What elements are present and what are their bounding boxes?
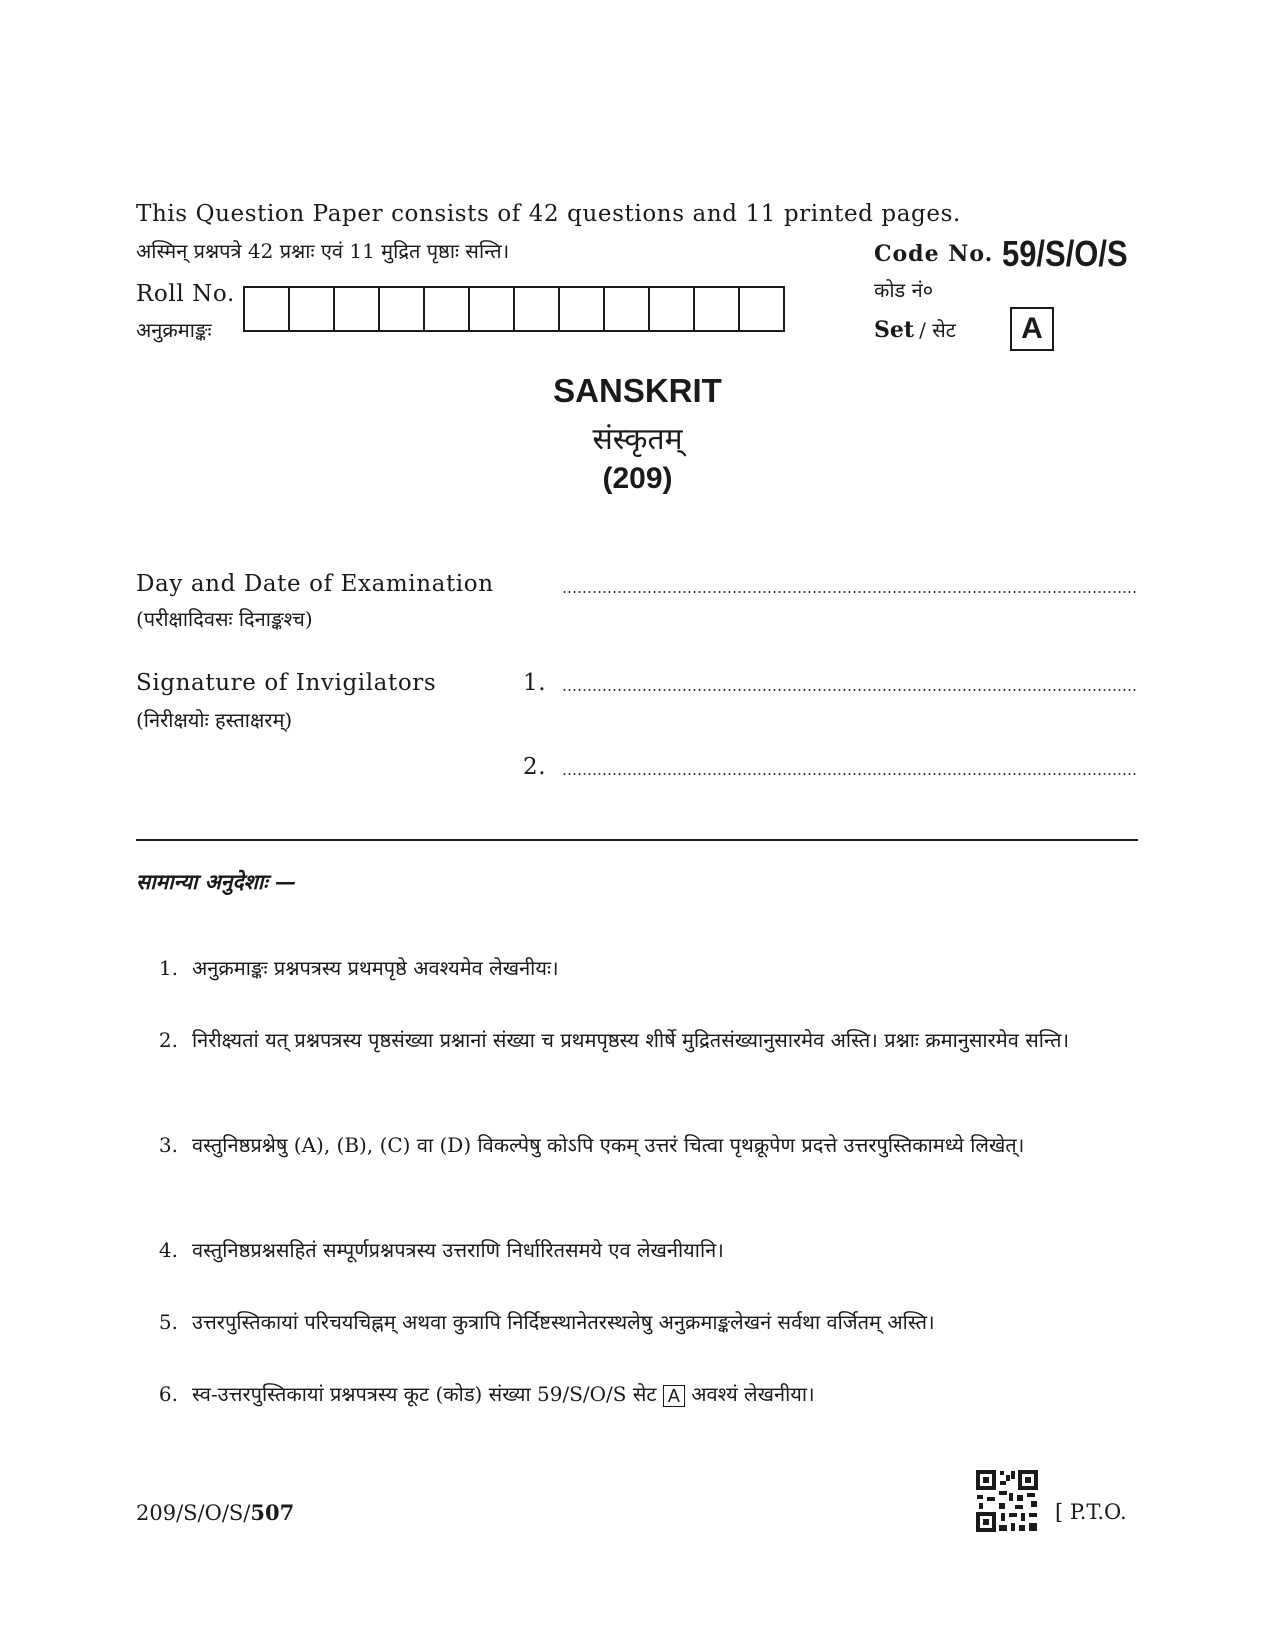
paper-code — [136, 1500, 294, 1525]
code-label: Code No. — [874, 241, 994, 267]
instruction-number: 4. — [158, 1238, 178, 1262]
instruction-text: अनुक्रमाङ्कः प्रश्नपत्रस्य प्रथमपृष्ठे अवश्यमेव लेखनीयः। — [192, 956, 559, 980]
roll-label: Roll No. — [136, 281, 235, 307]
instruction-number: 2. — [158, 1028, 178, 1052]
instruction-number: 3. — [158, 1133, 178, 1157]
instruction-text: उत्तरपुस्तिकायां परिचयचिह्नम् अथवा कुत्रापि निर्दिष्टस्थानेतरस्थलेषु अनुक्रमाङ्कलेखनं सर्वथा वर्जितम् अस्ति। — [192, 1310, 935, 1334]
instruction-text: वस्तुनिष्ठप्रश्नसहितं सम्पूर्णप्रश्नपत्रस्य उत्तराणि निर्धारितसमये एव लेखनीयानि। — [192, 1238, 724, 1262]
roll-number-cell[interactable] — [290, 288, 335, 330]
instruction-text: वस्तुनिष्ठप्रश्नेषु (A), (B), (C) वा (D) विकल्पेषु कोऽपि एकम् उत्तरं चित्वा पृथक्रूपेण प्रदत्ते उत्तरपुस्तिकामध्ये लिखेत्। — [192, 1133, 1025, 1157]
paper-code-prefix: 209/S/O/S/ — [136, 1501, 251, 1525]
instruction-number: 1. — [158, 956, 178, 980]
signature-number-2: 2. — [523, 754, 547, 780]
paper-code-number: 507 — [250, 1500, 295, 1525]
subject-title: SANSKRIT — [553, 372, 722, 409]
date-label-hi: (परीक्षादिवसः दिनाङ्कश्च) — [136, 607, 313, 631]
set-inline-box: A — [663, 1385, 685, 1407]
roll-number-cell[interactable] — [425, 288, 470, 330]
instruction-number: 5. — [158, 1310, 178, 1334]
roll-number-cell[interactable] — [605, 288, 650, 330]
set-label-hi: / सेट — [919, 318, 956, 342]
date-label: Day and Date of Examination — [136, 571, 494, 597]
set-label: Set — [874, 317, 915, 343]
roll-number-cell[interactable] — [740, 288, 785, 330]
set-value-box: A — [1010, 307, 1054, 351]
roll-number-cell[interactable] — [470, 288, 515, 330]
roll-number-cell[interactable] — [560, 288, 605, 330]
roll-number-cell[interactable] — [335, 288, 380, 330]
code-value: 59/S/O/S — [1002, 233, 1128, 274]
instruction-text-part: अवश्यं लेखनीया। — [691, 1382, 815, 1406]
roll-number-cell[interactable] — [695, 288, 740, 330]
set-label-row — [874, 316, 956, 343]
qr-code-icon — [975, 1469, 1039, 1533]
signature-dotted-line-2[interactable] — [562, 773, 1136, 775]
signature-dotted-line-1[interactable] — [562, 689, 1136, 691]
instruction-number: 6. — [158, 1382, 178, 1406]
divider — [136, 839, 1138, 841]
date-dotted-line[interactable] — [562, 591, 1136, 593]
subject-code: (209) — [602, 462, 673, 495]
pages-info-hi: अस्मिन् प्रश्नपत्रे 42 प्रश्नाः एवं 11 मुद्रित पृष्ठाः सन्ति। — [136, 239, 510, 263]
signature-label: Signature of Invigilators — [136, 670, 437, 696]
code-label-hi: कोड नं० — [874, 278, 934, 302]
subject-title-hi: संस्कृतम् — [592, 422, 683, 457]
roll-number-cell[interactable] — [380, 288, 425, 330]
roll-number-cell[interactable] — [245, 288, 290, 330]
instruction-text: निरीक्ष्यतां यत् प्रश्नपत्रस्य पृष्ठसंख्या प्रश्नानां संख्या च प्रथमपृष्ठस्य शीर्षे मुद्रितसंख्यानुसारमेव अस्ति। प्रश्नाः क्रमानुसारमेव सन्ति। — [192, 1028, 1070, 1052]
instructions-heading: सामान्या अनुदेशाः — — [136, 869, 296, 894]
signature-label-hi: (निरीक्षयोः हस्ताक्षरम्) — [136, 708, 293, 732]
roll-number-cell[interactable] — [515, 288, 560, 330]
instruction-text — [192, 1376, 1138, 1412]
signature-number-1: 1. — [523, 670, 547, 696]
roll-number-boxes[interactable] — [243, 286, 785, 332]
pto-text: [ P.T.O. — [1055, 1500, 1127, 1524]
roll-label-hi: अनुक्रमाङ्कः — [136, 318, 212, 342]
pages-info-en: This Question Paper consists of 42 questions and 11 printed pages. — [136, 201, 961, 227]
instruction-text-part: स्व-उत्तरपुस्तिकायां प्रश्नपत्रस्य कूट (कोड) संख्या 59/S/O/S सेट — [192, 1382, 657, 1406]
roll-number-cell[interactable] — [650, 288, 695, 330]
